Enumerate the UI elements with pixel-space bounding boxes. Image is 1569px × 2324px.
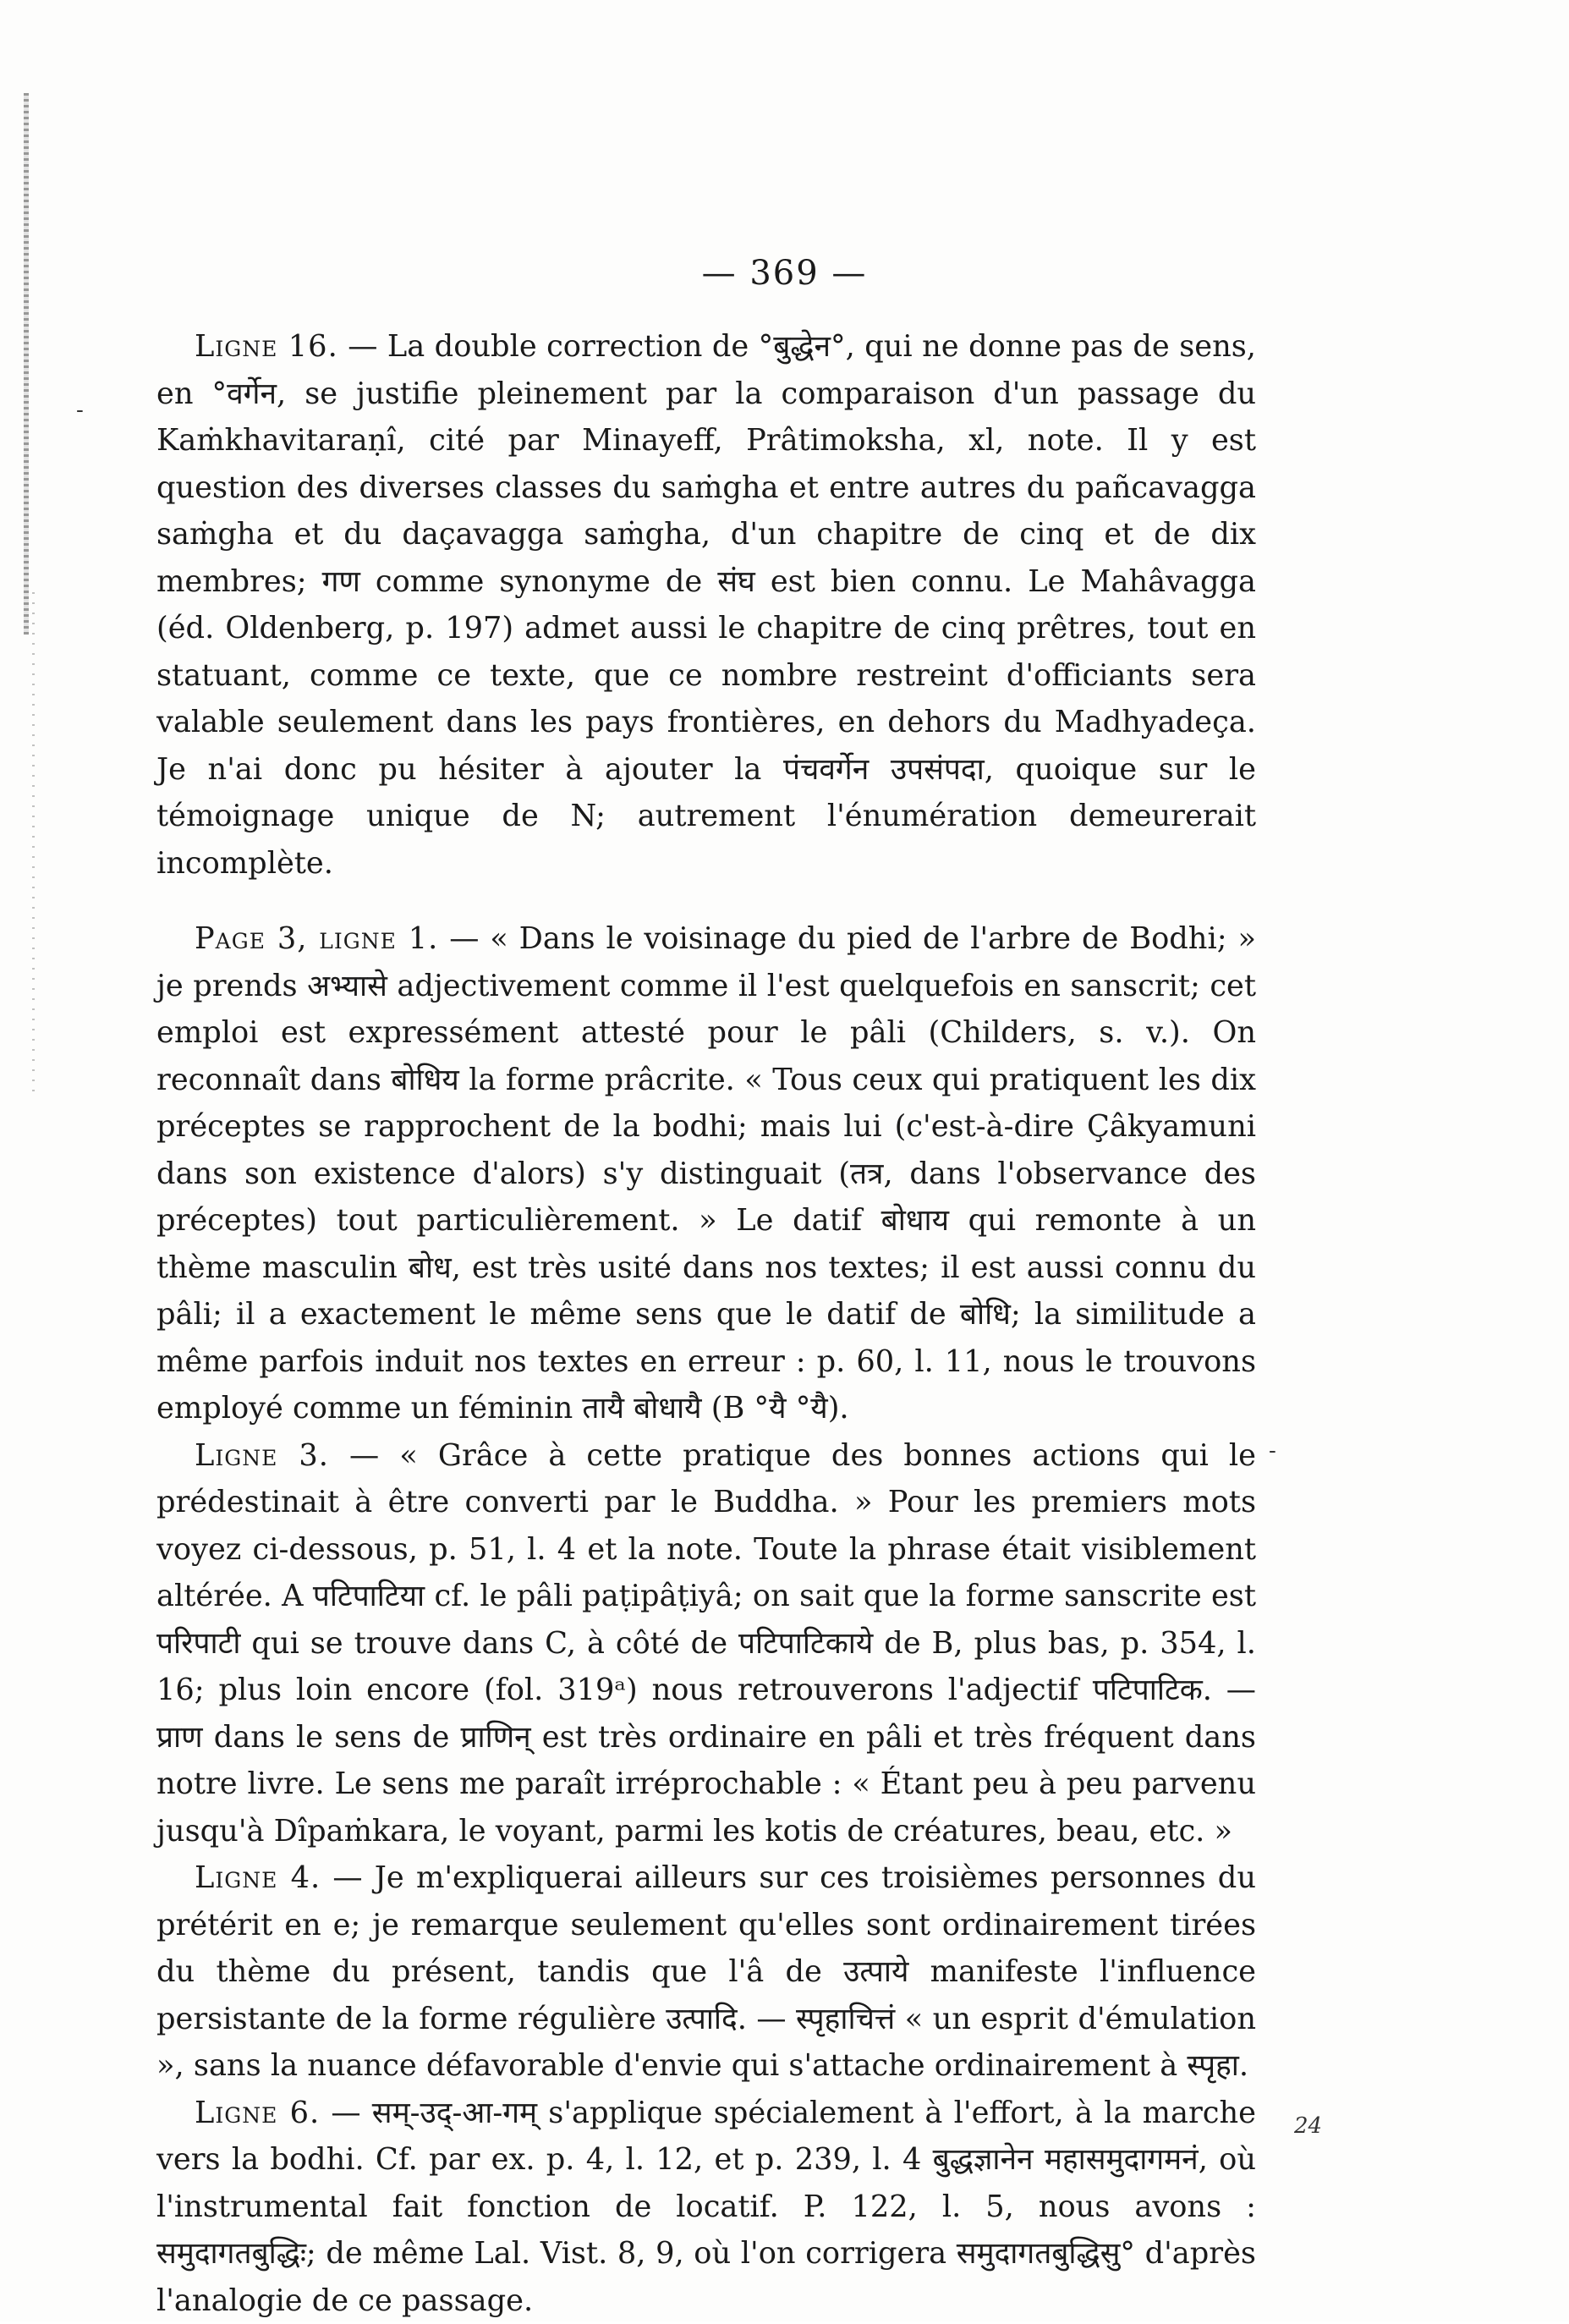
- signature-mark: 24: [1294, 2113, 1322, 2139]
- paragraph-text: — La double correction de °बुद्धेन°, qui ne donne pas de sens, en °वर्गेन, se justifie pleinement par la comparaison d'un passage du Kaṁkhavitaraṇî, cité par Minayeff, Prâtimoksha, xl, note. Il y est question des diverses classes du saṁgha et entre autres du pañcavagga saṁgha et du daçavagga saṁgha, d'un chapitre de cinq et de dix membres; गण comme synonyme de संघ est bien connu. Le Mahâvagga (éd. Oldenberg, p. 197) admet aussi le chapitre de cinq prêtres, tout en statuant, comme ce texte, que ce nombre restreint d'officiants sera valable seulement dans les pays frontières, en dehors du Madhyadeça. Je n'ai donc pu hésiter à ajouter la पंचवर्गेन उपसंपदा, quoique sur le témoignage unique de N; autrement l'énumération demeurerait incomplète.: [156, 329, 1256, 881]
- main-text: [156, 323, 1256, 2324]
- paragraph-heading: Ligne 3.: [195, 1438, 329, 1473]
- paragraph-heading: Ligne 4.: [195, 1860, 321, 1895]
- paragraph-heading: Ligne 6.: [195, 2096, 320, 2130]
- paragraph-text: — सम्-उद्-आ-गम् s'applique spécialement à l'effort, à la marche vers la bodhi. Cf. par ex. p. 4, l. 12, et p. 239, l. 4 बुद्धज्ञानेन महासमुदागमनं, où l'instrumental fait fonction de locatif. P. 122, l. 5, nous avons : समुदागतबुद्धिः; de même Lal. Vist. 8, 9, où l'on corrigera समुदागतबुद्धिसु° d'après l'analogie de ce passage.: [156, 2096, 1256, 2318]
- scan-edge-mark: [24, 93, 29, 635]
- paragraph-text: — Je m'expliquerai ailleurs sur ces troisièmes personnes du prétérit en e; je remarque seulement qu'elles sont ordinairement tirées du thème du présent, tandis que l'â de उत्पाये manifeste l'influence persistante de la forme régulière उत्पादि. — स्पृहाचित्तं « un esprit d'émulation », sans la nuance défavorable d'envie qui s'attache ordinairement à स्पृहा.: [156, 1860, 1256, 2083]
- page-number: — 369 —: [0, 254, 1569, 293]
- paragraph-page-3-ligne-1: [156, 915, 1256, 1432]
- margin-tick: -: [76, 398, 84, 423]
- paragraph-text: — « Grâce à cette pratique des bonnes actions qui le prédestinait à être converti par le Buddha. » Pour les premiers mots voyez ci-dessous, p. 51, l. 4 et la note. Toute la phrase était visiblement altérée. A पटिपाटिया cf. le pâli paṭipâṭiyâ; on sait que la forme sanscrite est परिपाटी qui se trouve dans C, à côté de पटिपाटिकाये de B, plus bas, p. 354, l. 16; plus loin encore (fol. 319ᵃ) nous retrouverons l'adjectif पटिपाटिक. — प्राण dans le sens de प्राणिन् est très ordinaire en pâli et très fréquent dans notre livre. Le sens me paraît irréprochable : « Étant peu à peu parvenu jusqu'à Dîpaṁkara, le voyant, parmi les kotis de créatures, beau, etc. »: [156, 1438, 1256, 1849]
- margin-tick: -: [1269, 1438, 1276, 1464]
- scan-edge-mark-lower: [32, 592, 35, 1100]
- paragraph-ligne-16: [156, 323, 1256, 887]
- paragraph-ligne-6: [156, 2090, 1256, 2324]
- paragraph-ligne-4: [156, 1854, 1256, 2090]
- paragraph-ligne-3: [156, 1432, 1256, 1855]
- paragraph-heading: Page 3, ligne 1.: [195, 921, 438, 956]
- paragraph-heading: Ligne 16.: [195, 329, 338, 364]
- paragraph-text: — « Dans le voisinage du pied de l'arbre de Bodhi; » je prends अभ्यासे adjectivement comme il l'est quelquefois en sanscrit; cet emploi est expressément attesté pour le pâli (Childers, s. v.). On reconnaît dans बोधिय la forme prâcrite. « Tous ceux qui pratiquent les dix préceptes se rapprochent de la bodhi; mais lui (c'est-à-dire Çâkyamuni dans son existence d'alors) s'y distinguait (तत्र, dans l'observance des préceptes) tout particulièrement. » Le datif बोधाय qui remonte à un thème masculin बोध, est très usité dans nos textes; il est aussi connu du pâli; il a exactement le même sens que le datif de बोधि; la similitude a même parfois induit nos textes en erreur : p. 60, l. 11, nous le trouvons employé comme un féminin तायै बोधायै (B °यै °यै).: [156, 921, 1256, 1426]
